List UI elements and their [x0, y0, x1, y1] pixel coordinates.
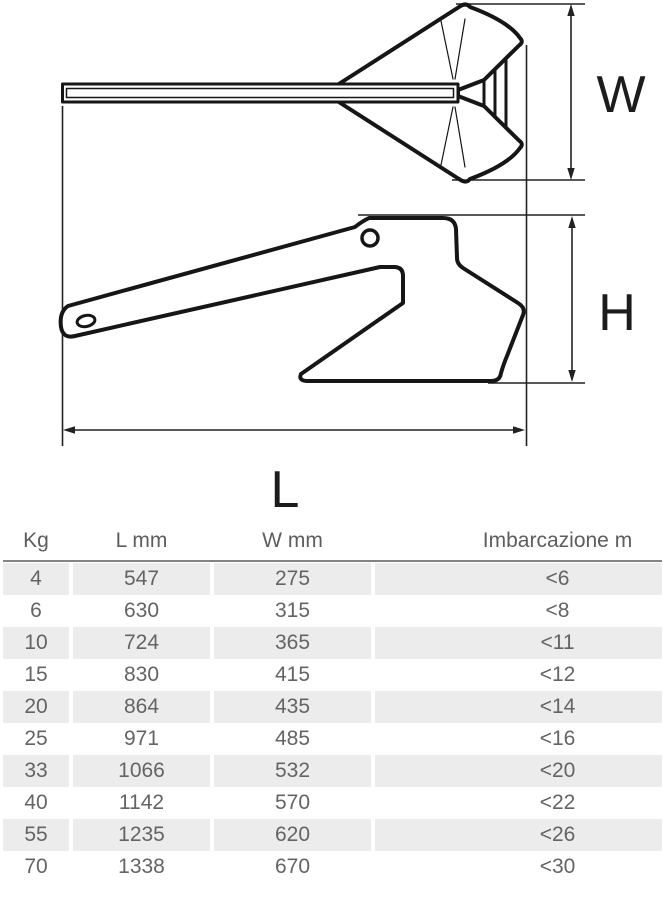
cell-imbarcazione: <16	[539, 727, 576, 750]
cell-imbarcazione: <12	[539, 663, 576, 686]
table-row	[3, 563, 662, 595]
table-row	[3, 627, 662, 659]
cell-imbarcazione: <11	[375, 627, 662, 659]
cell-kg: 6	[30, 599, 42, 622]
cell-kg: 10	[3, 627, 69, 659]
column-header-imbarcazione: Imbarcazione m	[482, 529, 633, 552]
cell-kg: 4	[3, 563, 69, 595]
cell-l-mm: 630	[123, 599, 160, 622]
height-dimension-label: H	[598, 284, 636, 342]
table-row	[3, 723, 662, 755]
cell-w-mm: 415	[274, 663, 311, 686]
cell-imbarcazione: <6	[375, 563, 662, 595]
cell-imbarcazione: <22	[539, 791, 576, 814]
cell-l-mm: 724	[73, 627, 210, 659]
anchor-spec-table	[3, 524, 662, 883]
table-row	[3, 755, 662, 787]
cell-kg: 20	[3, 691, 69, 723]
shackle-hole	[362, 230, 378, 246]
table-row	[3, 819, 662, 851]
table-row	[3, 659, 662, 691]
cell-kg: 25	[24, 727, 48, 750]
cell-imbarcazione: <8	[545, 599, 570, 622]
cell-w-mm: 620	[214, 819, 371, 851]
cell-w-mm: 670	[274, 855, 311, 878]
cell-kg: 33	[3, 755, 69, 787]
cell-w-mm: 485	[274, 727, 311, 750]
cell-imbarcazione: <30	[539, 855, 576, 878]
table-row	[3, 787, 662, 819]
cell-imbarcazione: <14	[375, 691, 662, 723]
cell-kg: 40	[24, 791, 48, 814]
cell-w-mm: 315	[274, 599, 311, 622]
table-header-row	[3, 524, 662, 562]
cell-l-mm: 864	[73, 691, 210, 723]
cell-kg: 15	[24, 663, 48, 686]
cell-l-mm: 1066	[73, 755, 210, 787]
top-view-shank	[63, 84, 459, 102]
anchor-top-view	[63, 5, 522, 182]
cell-l-mm: 547	[73, 563, 210, 595]
cell-imbarcazione: <20	[375, 755, 662, 787]
cell-l-mm: 1235	[73, 819, 210, 851]
cell-w-mm: 532	[214, 755, 371, 787]
cell-w-mm: 275	[214, 563, 371, 595]
cell-l-mm: 1338	[118, 855, 165, 878]
cell-w-mm: 570	[274, 791, 311, 814]
cell-l-mm: 1142	[118, 791, 165, 814]
table-row	[3, 595, 662, 627]
cell-kg: 55	[3, 819, 69, 851]
column-header-w-mm: W mm	[262, 529, 323, 552]
table-row	[3, 691, 662, 723]
cell-imbarcazione: <26	[375, 819, 662, 851]
cell-w-mm: 435	[214, 691, 371, 723]
cell-l-mm: 971	[123, 727, 160, 750]
column-header-l-mm: L mm	[115, 529, 168, 552]
width-dimension-label: W	[596, 66, 646, 124]
length-dimension-label: L	[270, 461, 300, 516]
cell-w-mm: 365	[214, 627, 371, 659]
table-row	[3, 851, 662, 883]
cell-kg: 70	[24, 855, 48, 878]
side-view-outline	[61, 218, 524, 381]
column-header-kg: Kg	[23, 529, 49, 552]
cell-l-mm: 830	[123, 663, 160, 686]
anchor-side-view	[61, 218, 524, 381]
